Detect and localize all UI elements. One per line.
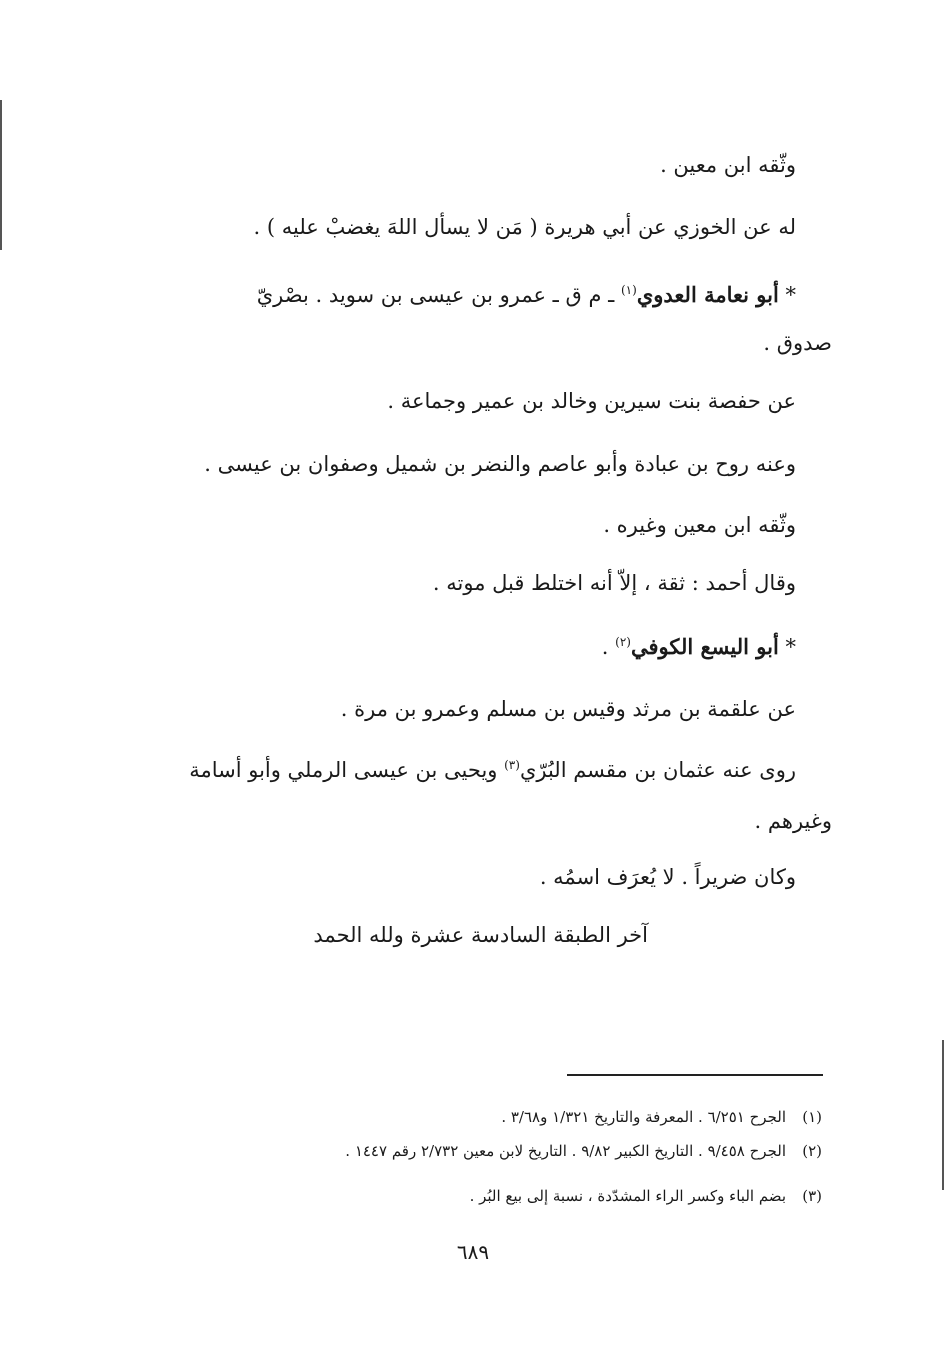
footnote-text: الجرح ٦/٢٥١ . المعرفة والتاريخ ١/٣٢١ و٣/٦٨ . xyxy=(501,1108,786,1126)
footnote-ref-1: (١) xyxy=(620,283,637,297)
text-line-1: وثّقه ابن معين . xyxy=(660,153,796,177)
entry-bullet: * xyxy=(778,283,796,307)
entry-name-abu-yasaa: أبو اليسع الكوفي xyxy=(630,634,779,659)
footnote-ref-3: (٣) xyxy=(504,758,520,772)
section-end-line: آخر الطبقة السادسة عشرة ولله الحمد xyxy=(313,923,648,947)
page-edge-right xyxy=(942,1040,944,1190)
entry-abu-yasaa xyxy=(602,632,796,662)
entry-name-abu-naama: أبو نعامة العدوي xyxy=(636,282,779,307)
text-line-12: وغيرهم . xyxy=(754,809,832,833)
text-line-8: وقال أحمد : ثقة ، إلاّ أنه اختلط قبل موته . xyxy=(432,571,796,595)
text-line-4: صدوق . xyxy=(763,331,832,355)
entry-text: ـ م ق ـ عمرو بن عيسى بن سويد . بصْريّ xyxy=(256,283,621,307)
text-line-2: له عن الخوزي عن أبي هريرة ( مَن لا يسأل اللهَ يغضبْ عليه ) . xyxy=(253,215,796,239)
footnote-3 xyxy=(470,1184,822,1208)
text-line-11 xyxy=(189,755,796,785)
footnote-number: (٣) xyxy=(802,1187,822,1205)
footnote-separator xyxy=(567,1074,823,1076)
text-line-10: عن علقمة بن مرثد وقيس بن مسلم وعمرو بن مرة . xyxy=(340,697,796,721)
text-span: ويحيى بن عيسى الرملي وأبو أسامة xyxy=(189,758,505,782)
footnote-text: الجرح ٩/٤٥٨ . التاريخ الكبير ٩/٨٢ . التاريخ لابن معين ٢/٧٣٢ رقم ١٤٤٧ . xyxy=(345,1142,786,1160)
text-line-13: وكان ضريراً . لا يُعرَف اسمُه . xyxy=(539,865,796,889)
page-edge-left xyxy=(0,100,2,250)
text-line-5: عن حفصة بنت سيرين وخالد بن عمير وجماعة . xyxy=(387,389,796,413)
footnote-number: (٢) xyxy=(802,1142,822,1160)
text-line-6: وعنه روح بن عبادة وأبو عاصم والنضر بن شميل وصفوان بن عيسى . xyxy=(204,452,796,476)
text-span: روى عنه عثمان بن مقسم البُرّي xyxy=(519,758,796,782)
entry-text: . xyxy=(601,635,616,659)
footnote-ref-2: (٢) xyxy=(615,635,631,649)
footnote-number: (١) xyxy=(802,1108,822,1126)
footnote-1 xyxy=(501,1105,822,1129)
text-line-7: وثّقه ابن معين وغيره . xyxy=(603,513,796,537)
entry-bullet: * xyxy=(778,635,796,659)
entry-abu-naama xyxy=(257,280,796,310)
footnote-2 xyxy=(345,1139,822,1163)
footnote-text: بضم الباء وكسر الراء المشدّدة ، نسبة إلى بيع البُر . xyxy=(469,1187,786,1205)
page-number: ٦٨٩ xyxy=(456,1240,490,1264)
